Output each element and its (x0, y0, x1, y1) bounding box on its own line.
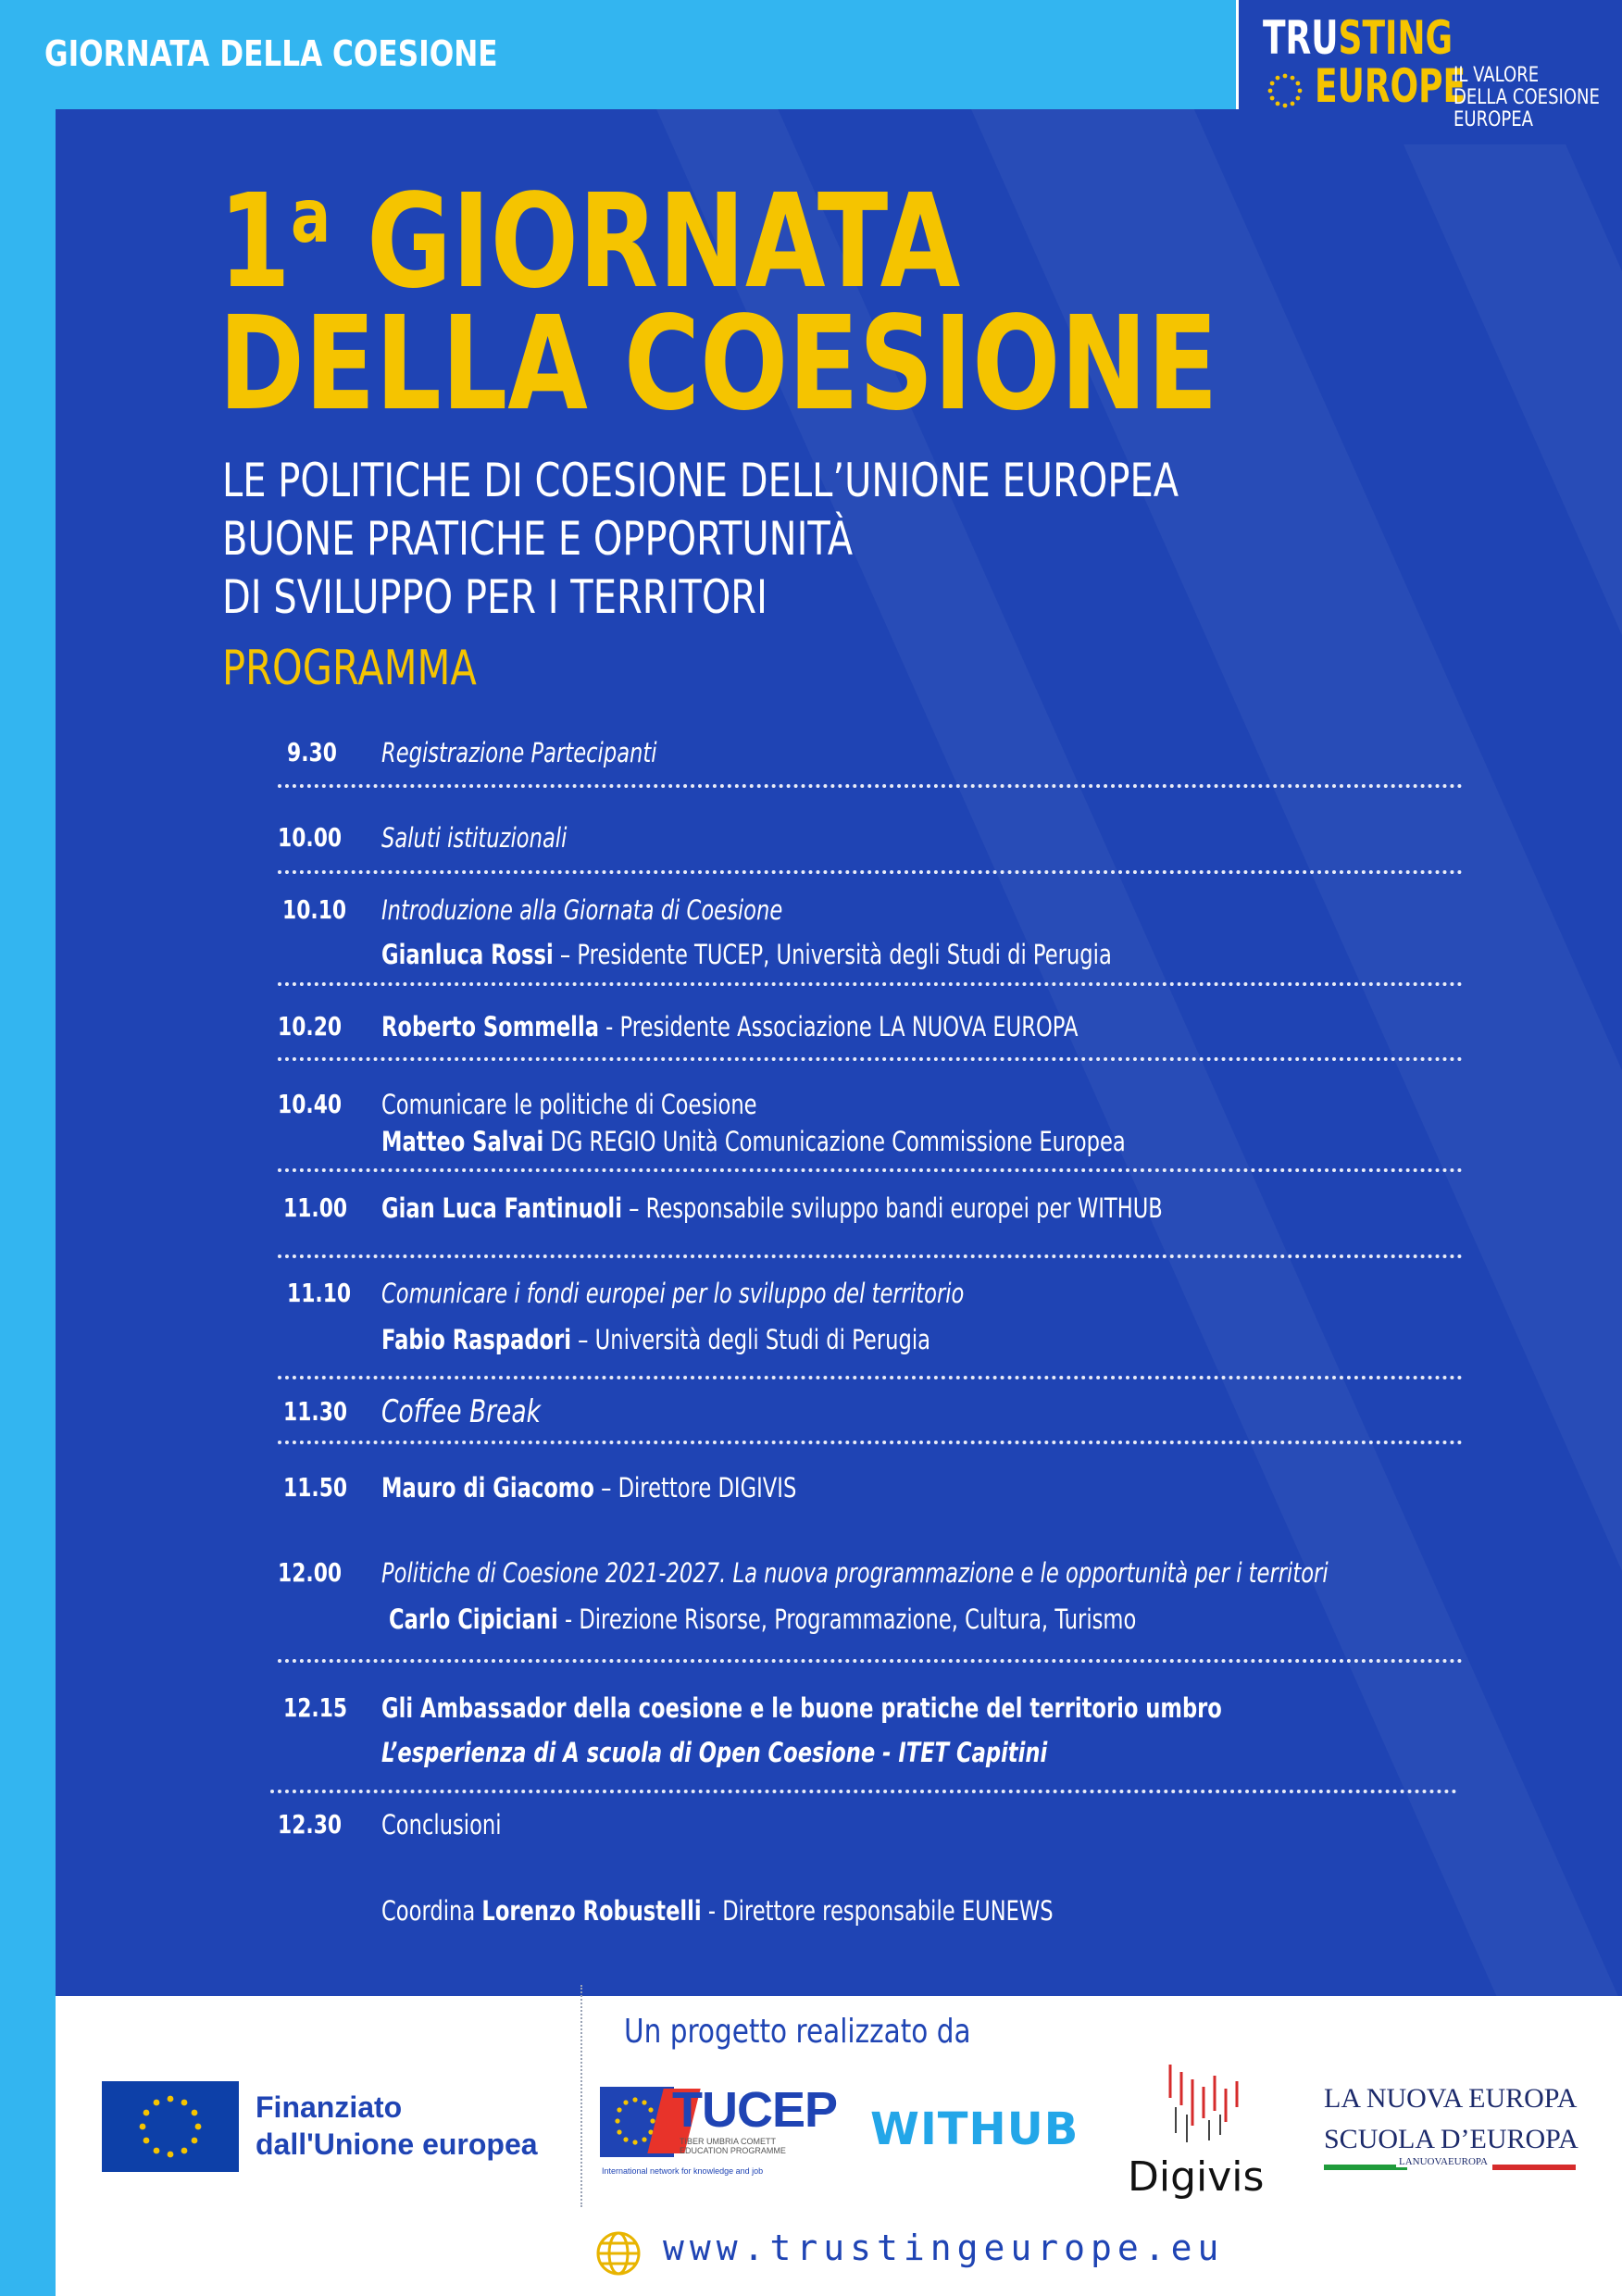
schedule-speaker (381, 1192, 1163, 1224)
tucep-subtitle-line: EDUCATION PROGRAMME (680, 2146, 786, 2155)
schedule-time: 11.30 (283, 1396, 348, 1427)
logo-europe: EUROPE (1315, 59, 1466, 113)
schedule-divider (278, 1376, 1463, 1379)
speaker-name: Roberto Sommella (381, 1011, 599, 1042)
title-ordinal: 1 (218, 167, 291, 318)
tucep-subtitle-line: TIBER UMBRIA COMETT (680, 2137, 777, 2146)
schedule-time: 12.30 (278, 1809, 343, 1840)
schedule-divider (278, 982, 1463, 986)
subtitle (222, 452, 1179, 627)
schedule-divider (278, 784, 1463, 788)
speaker-role: – Università degli Studi di Perugia (570, 1324, 930, 1355)
schedule-activity: Comunicare le politiche di Coesione (381, 1089, 757, 1120)
eu-funding-line-2: dall'Unione europea (256, 2128, 538, 2161)
schedule-speaker (381, 1472, 796, 1504)
speaker-name: Matteo Salvai (381, 1126, 544, 1157)
coordinator-prefix: Coordina (381, 1895, 482, 1927)
digivis-bars-icon (1165, 2061, 1242, 2150)
schedule-activity: Introduzione alla Giornata di Coesione (381, 894, 783, 926)
globe-icon (594, 2229, 643, 2277)
schedule-divider (278, 1168, 1463, 1172)
tucep-logo (600, 2081, 838, 2177)
footer-divider (580, 1985, 582, 2207)
programma-heading: PROGRAMMA (222, 641, 477, 696)
coordinator-role: - Direttore responsabile EUNEWS (701, 1895, 1054, 1927)
speaker-name: Fabio Raspadori (381, 1324, 571, 1355)
speaker-name: Gianluca Rossi (381, 939, 554, 970)
schedule-time: 11.50 (283, 1472, 348, 1503)
tucep-name: TUCEP (672, 2082, 838, 2138)
speaker-name: Mauro di Giacomo (381, 1472, 594, 1504)
schedule-divider (270, 1790, 1457, 1793)
title-line-2: DELLA COESIONE (218, 289, 1218, 440)
logo-tagline-line: IL VALORE (1454, 64, 1540, 87)
tucep-tagline: International network for knowledge and job (602, 2166, 764, 2176)
top-banner (0, 0, 1236, 109)
schedule-divider (278, 1441, 1463, 1444)
speaker-role: – Presidente TUCEP, Università degli Studi di Perugia (553, 939, 1112, 970)
eu-flag-icon (102, 2081, 239, 2172)
schedule-divider (278, 1057, 1463, 1061)
speaker-name: Carlo Cipiciani (389, 1603, 558, 1635)
logo-trusting (1263, 11, 1454, 65)
logo-trusting-white: TRU (1263, 11, 1339, 65)
event-label: GIORNATA DELLA COESIONE (44, 33, 498, 74)
speaker-role: DG REGIO Unità Comunicazione Commissione Europea (543, 1126, 1126, 1157)
schedule-time: 10.10 (282, 894, 347, 925)
schedule-divider (278, 870, 1463, 874)
logo-trusting-yellow: STING (1338, 11, 1454, 65)
schedule-time: 10.00 (278, 822, 343, 853)
eu-funding-text (256, 2089, 538, 2163)
schedule-time: 12.15 (283, 1692, 348, 1723)
schedule-speaker (381, 939, 1112, 970)
speaker-role: - Presidente Associazione LA NUOVA EUROPA (598, 1011, 1079, 1042)
schedule-speaker (381, 1011, 1078, 1042)
main-title (218, 167, 1218, 440)
schedule-speaker (381, 1324, 930, 1355)
trusting-europe-logo (1239, 0, 1622, 144)
la-nuova-europa-logo: LA NUOVA EUROPA (1324, 2083, 1578, 2114)
speaker-role: - Direzione Risorse, Programmazione, Cultura, Turismo (557, 1603, 1137, 1635)
title-line-1: GIORNATA (331, 167, 961, 318)
schedule-activity-detail: L’esperienza di A scuola di Open Coesione - ITET Capitini (381, 1737, 1048, 1768)
schedule-activity: Politiche di Coesione 2021-2027. La nuova programmazione e le opportunità per i territori (381, 1557, 1329, 1589)
speaker-role: – Direttore DIGIVIS (593, 1472, 797, 1504)
schedule-divider (278, 1254, 1463, 1258)
coordinator (381, 1895, 1054, 1927)
logo-tagline-line: DELLA COESIONE (1454, 86, 1600, 109)
schedule-time: 10.20 (278, 1011, 343, 1042)
lanuovaeuropa-caption: LANUOVAEUROPA (1396, 2156, 1491, 2167)
subtitle-line-1: LE POLITICHE DI COESIONE DELL’UNIONE EUROPEA (222, 454, 1179, 507)
schedule-activity: Saluti istituzionali (381, 822, 568, 854)
schedule-speaker (389, 1603, 1136, 1635)
schedule-time: 11.10 (287, 1278, 352, 1308)
logo-tagline-line: EUROPEA (1454, 108, 1533, 131)
coordinator-name: Lorenzo Robustelli (481, 1895, 702, 1927)
website-link[interactable]: www.trustingeurope.eu (663, 2227, 1225, 2268)
schedule-activity: Coffee Break (381, 1393, 541, 1430)
schedule-activity: Conclusioni (381, 1809, 502, 1841)
eu-flag-stars-icon (102, 2081, 239, 2172)
speaker-role: – Responsabile sviluppo bandi europei per WITHUB (621, 1192, 1163, 1224)
schedule-speaker (381, 1126, 1126, 1157)
eu-funding-line-1: Finanziato (256, 2090, 403, 2124)
schedule-time: 10.40 (278, 1089, 343, 1119)
schedule-activity: Registrazione Partecipanti (381, 737, 657, 768)
logo-tagline (1454, 65, 1600, 131)
schedule-time: 9.30 (287, 737, 337, 767)
project-label: Un progetto realizzato da (624, 2013, 971, 2051)
schedule-divider (278, 1659, 1463, 1663)
schedule-activity: Comunicare i fondi europei per lo sviluppo del territorio (381, 1278, 965, 1309)
speaker-name: Gian Luca Fantinuoli (381, 1192, 622, 1224)
schedule-time: 11.00 (283, 1192, 348, 1223)
subtitle-line-2: BUONE PRATICHE E OPPORTUNITÀ (222, 512, 854, 566)
digivis-logo: Digivis (1128, 2153, 1265, 2201)
title-ordinal-suffix: a (290, 173, 331, 259)
subtitle-line-3: DI SVILUPPO PER I TERRITORI (222, 570, 767, 624)
eu-stars-icon (1266, 72, 1304, 109)
schedule-time: 12.00 (278, 1557, 343, 1588)
withhub-logo: WITHUB (870, 2103, 1079, 2155)
tucep-subtitle (680, 2137, 786, 2155)
left-accent-strip (0, 0, 56, 2296)
schedule-activity: Gli Ambassador della coesione e le buone pratiche del territorio umbro (381, 1692, 1222, 1724)
scuola-d-europa-logo: SCUOLA D’EUROPA (1324, 2124, 1578, 2154)
